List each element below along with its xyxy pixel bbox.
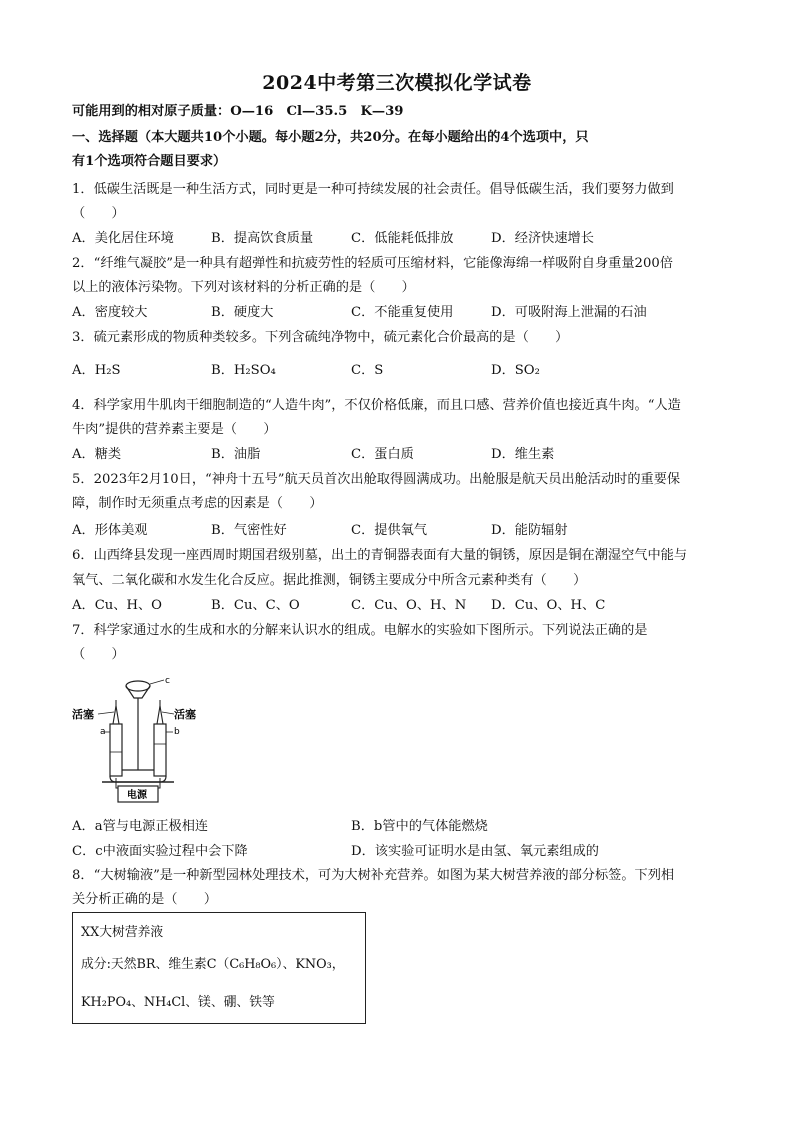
q5-option-b[interactable]: B．气密性好	[211, 523, 287, 538]
q1-option-b[interactable]: B．提高饮食质量	[211, 231, 314, 246]
q4-option-a[interactable]: A．糖类	[72, 447, 122, 462]
q4-option-b[interactable]: B．油脂	[211, 447, 261, 462]
section1-heading-line1: 一、选择题（本大题共10个小题。每小题2分，共20分。在每小题给出的4个选项中，只	[72, 130, 589, 145]
q6-option-b[interactable]: B．Cu、C、O	[211, 598, 300, 613]
exam-title: 2024中考第三次模拟化学试卷	[262, 72, 532, 94]
q3-stem: 3．硫元素形成的物质种类较多。下列含硫纯净物中，硫元素化合价最高的是（ ）	[72, 330, 569, 345]
q4-option-c[interactable]: C．蛋白质	[351, 447, 414, 462]
q7-option-a[interactable]: A．a管与电源正极相连	[72, 819, 209, 834]
q6-option-c[interactable]: C．Cu、O、H、N	[351, 598, 467, 613]
q3-option-c[interactable]: C．S	[351, 363, 384, 378]
atomic-masses: 可能用到的相对原子质量：O—16 Cl—35.5 K—39	[72, 104, 404, 119]
q2-option-a[interactable]: A．密度较大	[72, 305, 148, 320]
q4-stem-line1: 4．科学家用牛肌肉干细胞制造的“人造牛肉”，不仅价格低廉，而且口感、营养价值也接近真牛肉。“人造	[72, 398, 681, 413]
q1-stem-line2: （ ）	[72, 206, 125, 221]
q7-option-b[interactable]: B．b管中的气体能燃烧	[351, 819, 488, 834]
q3-option-d[interactable]: D．SO₂	[491, 363, 540, 378]
q6-option-d[interactable]: D．Cu、O、H、C	[491, 598, 606, 613]
label-power: 电源	[127, 790, 147, 801]
q6-options	[72, 597, 732, 615]
q1-options	[72, 230, 732, 248]
q4-options	[72, 446, 732, 464]
q8-stem-line2: 关分析正确的是（ ）	[72, 892, 218, 907]
section1-heading-line2: 有1个选项符合题目要求）	[72, 154, 227, 169]
q8-stem-line1: 8．“大树输液”是一种新型园林处理技术，可为大树补充营养。如图为某大树营养液的部分标签。下列相	[72, 868, 675, 883]
q2-option-d[interactable]: D．可吸附海上泄漏的石油	[491, 305, 647, 320]
q4-option-d[interactable]: D．维生素	[491, 447, 555, 462]
label-c: c	[165, 676, 170, 686]
q2-stem-line2: 以上的液体污染物。下列对该材料的分析正确的是（ ）	[72, 280, 415, 295]
q7-options-row1	[72, 818, 732, 836]
nutrient-label-ingredients-line1: 成分:天然BR、维生素C（C₆H₈O₆）、KNO₃，	[81, 957, 345, 972]
q7-option-c[interactable]: C．c中液面实验过程中会下降	[72, 844, 248, 859]
label-stopcock-left: 活塞	[72, 708, 94, 721]
q5-stem-line2: 障，制作时无须重点考虑的因素是（ ）	[72, 496, 323, 511]
q2-stem-line1: 2．“纤维气凝胶”是一种具有超弹性和抗疲劳性的轻质可压缩材料，它能像海绵一样吸附自身重量200倍	[72, 256, 673, 271]
q7-stem-line1: 7．科学家通过水的生成和水的分解来认识水的组成。电解水的实验如下图所示。下列说法正确的是	[72, 623, 648, 638]
label-stopcock-right: 活塞	[174, 708, 196, 721]
nutrient-label-title: XX大树营养液	[81, 925, 164, 940]
q6-option-a[interactable]: A．Cu、H、O	[72, 598, 162, 613]
q1-option-c[interactable]: C．低能耗低排放	[351, 231, 454, 246]
nutrient-label-box	[72, 912, 366, 1024]
q7-option-d[interactable]: D．该实验可证明水是由氢、氧元素组成的	[351, 844, 599, 859]
q5-stem-line1: 5．2023年2月10日，“神舟十五号”航天员首次出舱取得圆满成功。出舱服是航天员出舱活动时的重要保	[72, 472, 681, 487]
q3-option-b[interactable]: B．H₂SO₄	[211, 363, 276, 378]
nutrient-label-ingredients-line2: KH₂PO₄、NH₄Cl、镁、硼、铁等	[81, 995, 275, 1010]
label-a: a	[100, 727, 106, 737]
q5-option-a[interactable]: A．形体美观	[72, 523, 148, 538]
electrolysis-apparatus-figure	[72, 672, 212, 804]
q3-options	[72, 362, 732, 380]
label-b: b	[174, 727, 180, 737]
electrolysis-diagram	[72, 672, 212, 804]
q6-stem-line2: 氧气、二氧化碳和水发生化合反应。据此推测，铜锈主要成分中所含元素种类有（ ）	[72, 573, 587, 588]
q1-stem-line1: 1．低碳生活既是一种生活方式，同时更是一种可持续发展的社会责任。倡导低碳生活，我们要努力做到	[72, 182, 674, 197]
q5-option-d[interactable]: D．能防辐射	[491, 523, 568, 538]
q1-option-d[interactable]: D．经济快速增长	[491, 231, 594, 246]
q2-option-b[interactable]: B．硬度大	[211, 305, 274, 320]
q3-option-a[interactable]: A．H₂S	[72, 363, 121, 378]
q7-options-row2	[72, 843, 732, 861]
q6-stem-line1: 6．山西绛县发现一座西周时期国君级别墓，出土的青铜器表面有大量的铜锈，原因是铜在潮湿空气中能与	[72, 548, 688, 563]
q1-option-a[interactable]: A．美化居住环境	[72, 231, 174, 246]
q5-options	[72, 522, 732, 540]
q2-option-c[interactable]: C．不能重复使用	[351, 305, 454, 320]
q5-option-c[interactable]: C．提供氧气	[351, 523, 428, 538]
q4-stem-line2: 牛肉”提供的营养素主要是（ ）	[72, 422, 277, 437]
q2-options	[72, 304, 732, 322]
q7-stem-line2: （ ）	[72, 647, 125, 662]
